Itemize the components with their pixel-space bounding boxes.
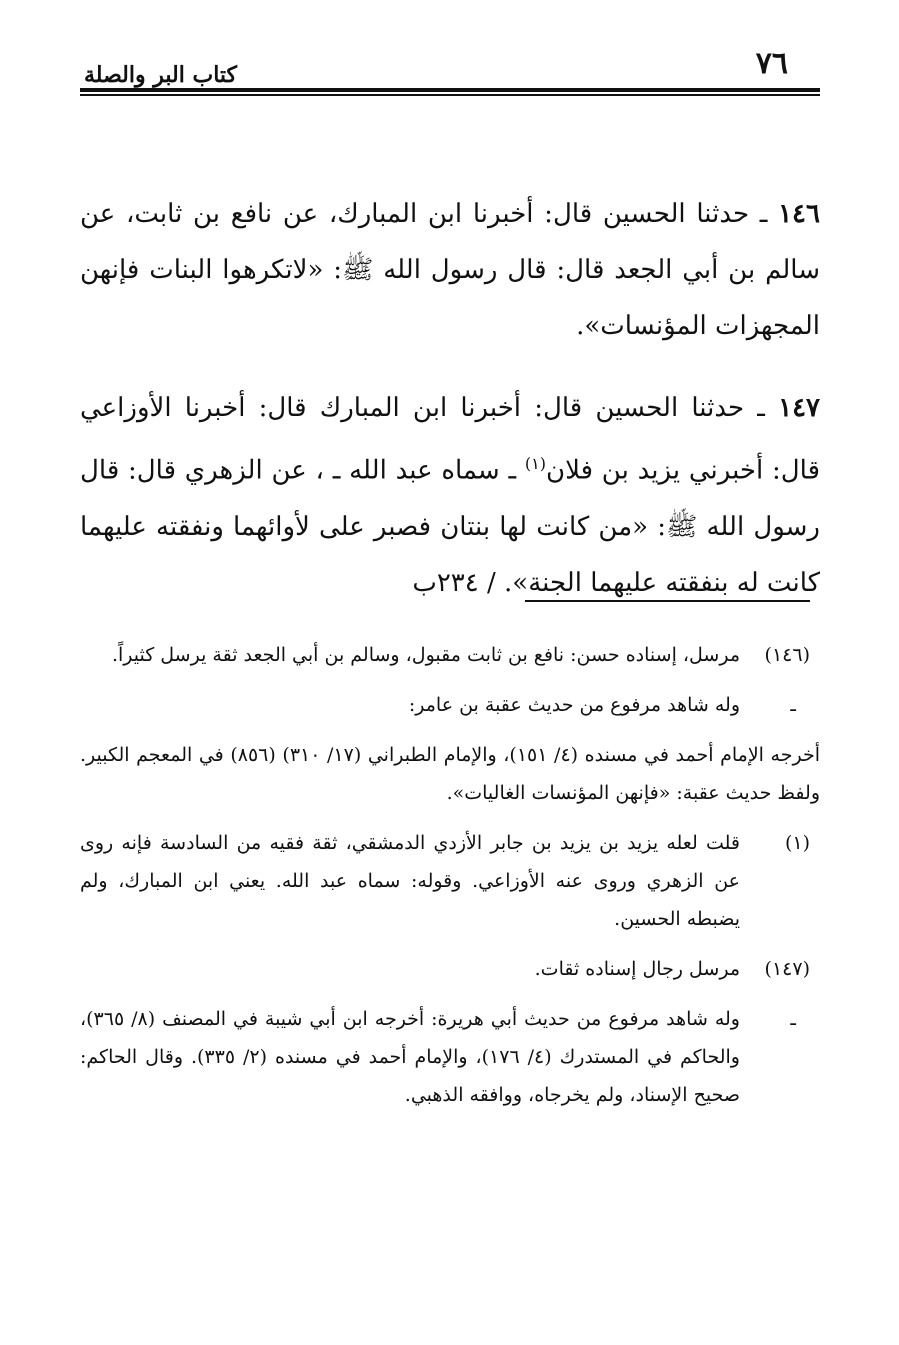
header-rule-thin [80,94,820,96]
hadith-text: ـ حدثنا الحسين قال: أخبرنا ابن المبارك، عن نافع بن ثابت، عن سالم بن أبي الجعد قال: قال رسول الله ﷺ: «لاتكرهوا البنات فإنهن المجهزات المؤنسات». [80,199,820,341]
hadith-number: ١٤٧ [778,393,821,423]
footnote-147 [80,950,820,988]
hadith-text-part-1: ـ حدثنا الحسين قال: أخبرنا ابن المبارك قال: أخبرنا الأوزاعي قال: أخبرني يزيد بن فلان [80,393,821,486]
footnote-147-witness [80,1000,820,1114]
footnote-dash: ـ [790,1008,796,1030]
hadith-text-part-2: ـ سماه عبد الله ـ ، عن الزهري قال: قال رسول الله ﷺ: «من كانت لها بنتان فصبر على لأوائهما ونفقته عليهما كانت له بنفقته عليهما الجنة». [80,455,820,598]
footnote-text: وله شاهد مرفوع من حديث عقبة بن عامر: [408,694,740,716]
main-text [80,160,820,629]
footnote-text: قلت لعله يزيد بن يزيد بن جابر الأزدي الدمشقي، ثقة فقيه من السادسة فإنه روى عن الزهري وروى عنه الأوزاعي. وقوله: سماه عبد الله. يعني ابن المبارك، ولم يضبطه الحسين. [80,832,740,930]
footnotes [80,636,820,1126]
page-number: ٧٦ [755,46,788,81]
footnote-text: مرسل رجال إسناده ثقات. [534,958,740,980]
footnote-marker: (١٤٦) [764,644,810,666]
footnote-dash: ـ [790,694,796,716]
footnote-marker: (١) [784,832,810,854]
running-title: كتاب البر والصلة [84,62,238,88]
footnote-text: وله شاهد مرفوع من حديث أبي هريرة: أخرجه ابن أبي شيبة في المصنف (٨/ ٣٦٥)، والحاكم في المستدرك (٤/ ١٧٦)، والإمام أحمد في مسنده (٢/ ٣٣٥). وقال الحاكم: صحيح الإسناد، ولم يخرجاه، ووافقه الذهبي. [80,1008,740,1106]
footnote-reference: (١) [524,454,546,473]
footnote-1 [80,824,820,938]
footnote-146-takhrij: أخرجه الإمام أحمد في مسنده (٤/ ١٥١)، والإمام الطبراني (١٧/ ٣١٠) (٨٥٦) في المعجم الكبير. ولفظ حديث عقبة: «فإنهن المؤنسات الغاليات». [80,744,820,804]
page-header [80,40,820,96]
hadith-146 [80,186,820,354]
header-rule-thick [80,88,820,92]
footnote-146 [80,636,820,674]
footnote-divider [525,600,810,602]
manuscript-folio: / ٢٣٤ب [412,567,505,598]
hadith-number: ١٤٦ [778,199,820,229]
footnote-marker: (١٤٧) [764,958,810,980]
footnote-146-witness [80,686,820,724]
footnote-text: مرسل، إسناده حسن: نافع بن ثابت مقبول، وسالم بن أبي الجعد ثقة يرسل كثيراً. [111,644,740,666]
hadith-147 [80,380,820,611]
